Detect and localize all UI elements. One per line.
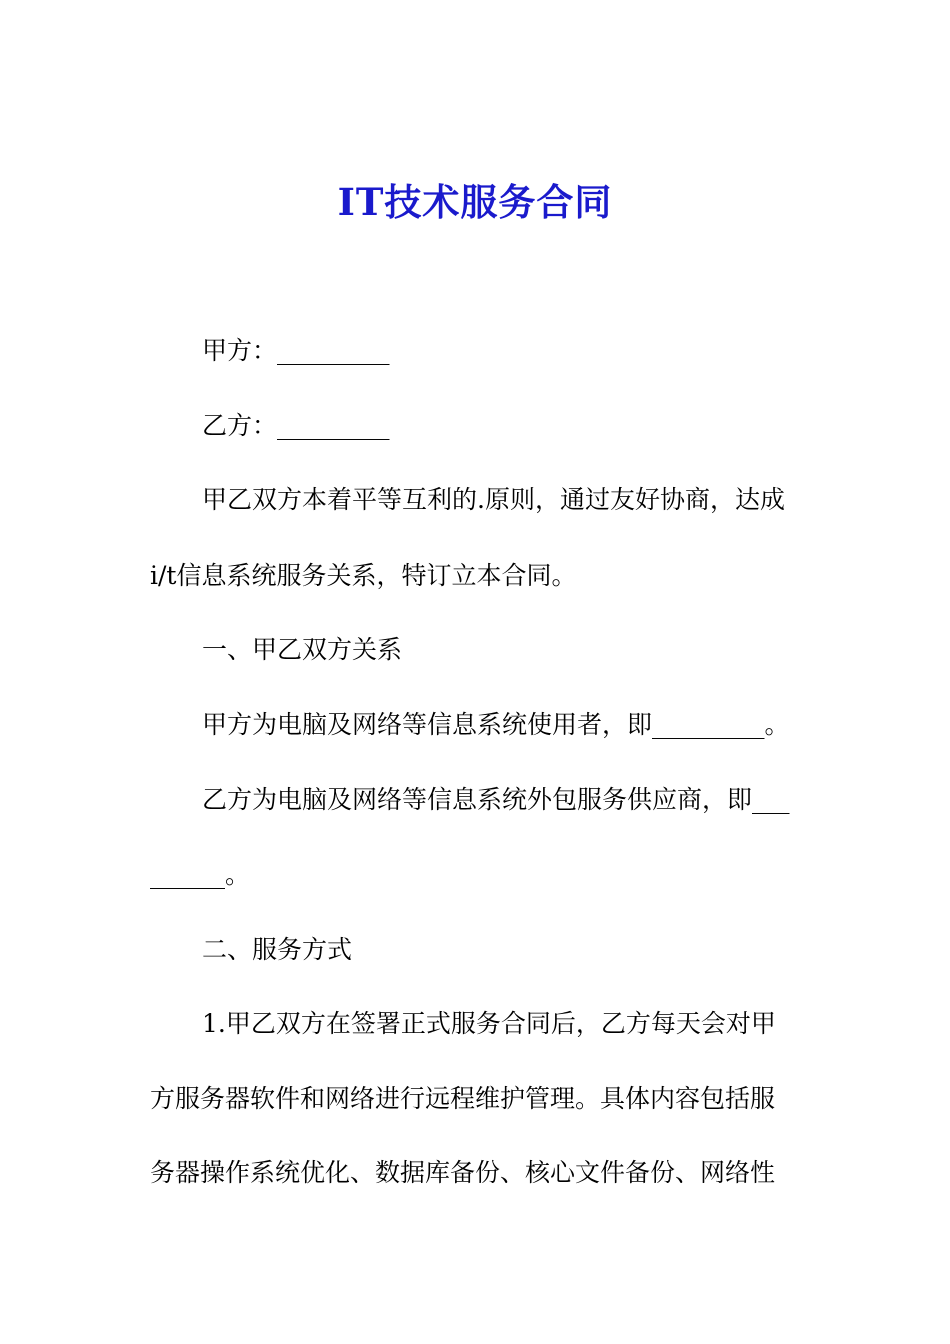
paragraph-line: 1.甲乙双方在签署正式服务合同后，乙方每天会对甲 [202, 1009, 776, 1038]
paragraph-line: 甲乙双方本着平等互利的.原则，通过友好协商，达成 [202, 485, 785, 514]
party-b-line: 乙方：_________ [202, 411, 390, 440]
paragraph-line: 乙方为电脑及网络等信息系统外包服务供应商，即___ [202, 785, 790, 814]
section-heading: 一、甲乙双方关系 [202, 635, 403, 664]
paragraph-line: 甲方为电脑及网络等信息系统使用者，即_________。 [202, 710, 790, 739]
paragraph-line: ______。 [150, 860, 251, 889]
paragraph-line: 方服务器软件和网络进行远程维护管理。具体内容包括服 [150, 1084, 776, 1113]
paragraph-line: 务器操作系统优化、数据库备份、核心文件备份、网络性 [150, 1158, 776, 1187]
document-title: IT技术服务合同 [337, 180, 613, 224]
party-a-line: 甲方：_________ [202, 336, 390, 365]
section-heading: 二、服务方式 [202, 935, 353, 964]
paragraph-line: i/t信息系统服务关系，特订立本合同。 [150, 561, 577, 590]
